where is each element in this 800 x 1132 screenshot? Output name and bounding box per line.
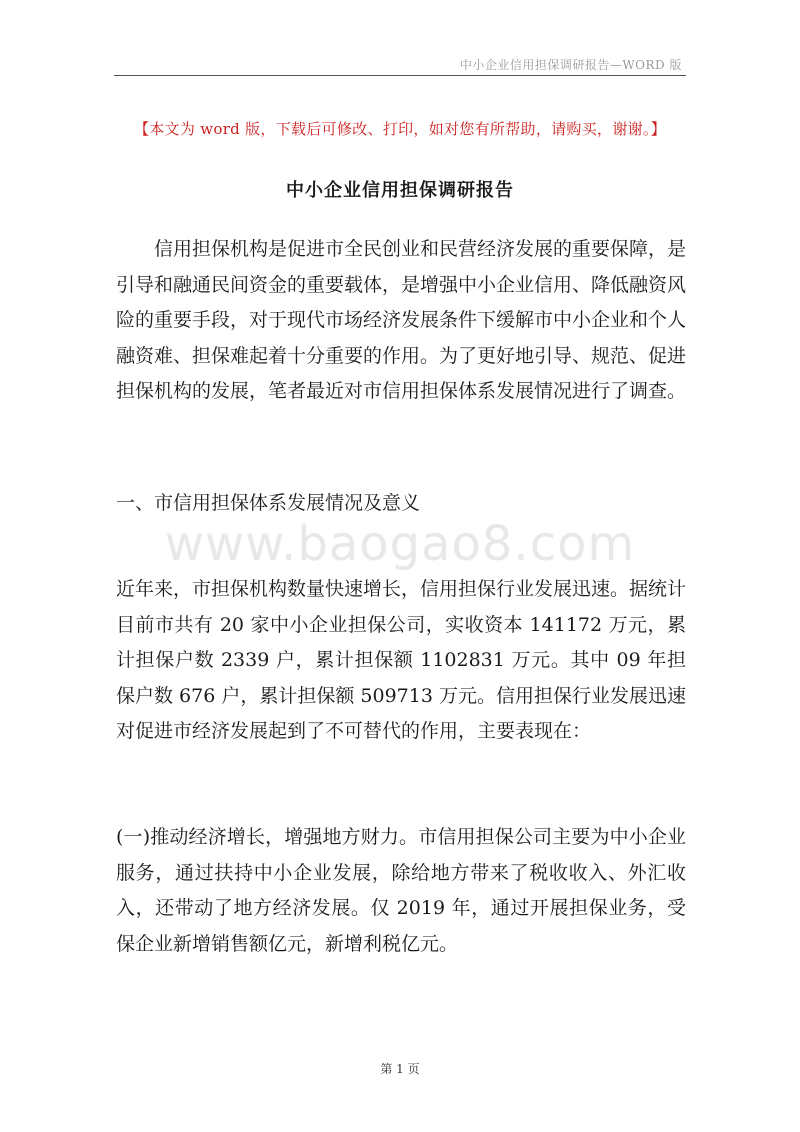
header-divider	[114, 75, 686, 76]
purchase-notice: 【本文为 word 版，下载后可修改、打印，如对您有所帮助，请购买，谢谢。】	[133, 120, 667, 138]
document-title: 中小企业信用担保调研报告	[286, 180, 514, 201]
paragraph-statistics: 近年来，市担保机构数量快速增长，信用担保行业发展迅速。据统计目前市共有 20 家中小企业担保公司，实收资本 141172 万元，累计担保户数 2339 户，累计担保额 1102831 万元。其中 09 年担保户数 676 户，累计担保额 509713 万元。信用担保行业发展迅速对促进市经济发展起到了不可替代的作用，主要表现在：	[116, 578, 687, 742]
page-number: 第 1 页	[380, 1062, 420, 1076]
paragraph-intro: 信用担保机构是促进市全民创业和民营经济发展的重要保障，是引导和融通民间资金的重要载体，是增强中小企业信用、降低融资风险的重要手段，对于现代市场经济发展条件下缓解市中小企业和个人融资难、担保难起着十分重要的作用。为了更好地引导、规范、促进担保机构的发展，笔者最近对市信用担保体系发展情况进行了调查。	[116, 238, 687, 402]
running-header: 中小企业信用担保调研报告—WORD 版	[459, 58, 682, 72]
site-watermark: www.baogao8.com	[164, 516, 636, 572]
section-heading-1: 一、市信用担保体系发展情况及意义	[116, 492, 421, 514]
paragraph-subsection-1: (一)推动经济增长，增强地方财力。市信用担保公司主要为中小企业服务，通过扶持中小企业发展，除给地方带来了税收收入、外汇收入，还带动了地方经济发展。仅 2019 年，通过开展担保业务，受保企业新增销售额亿元，新增利税亿元。	[116, 826, 686, 955]
